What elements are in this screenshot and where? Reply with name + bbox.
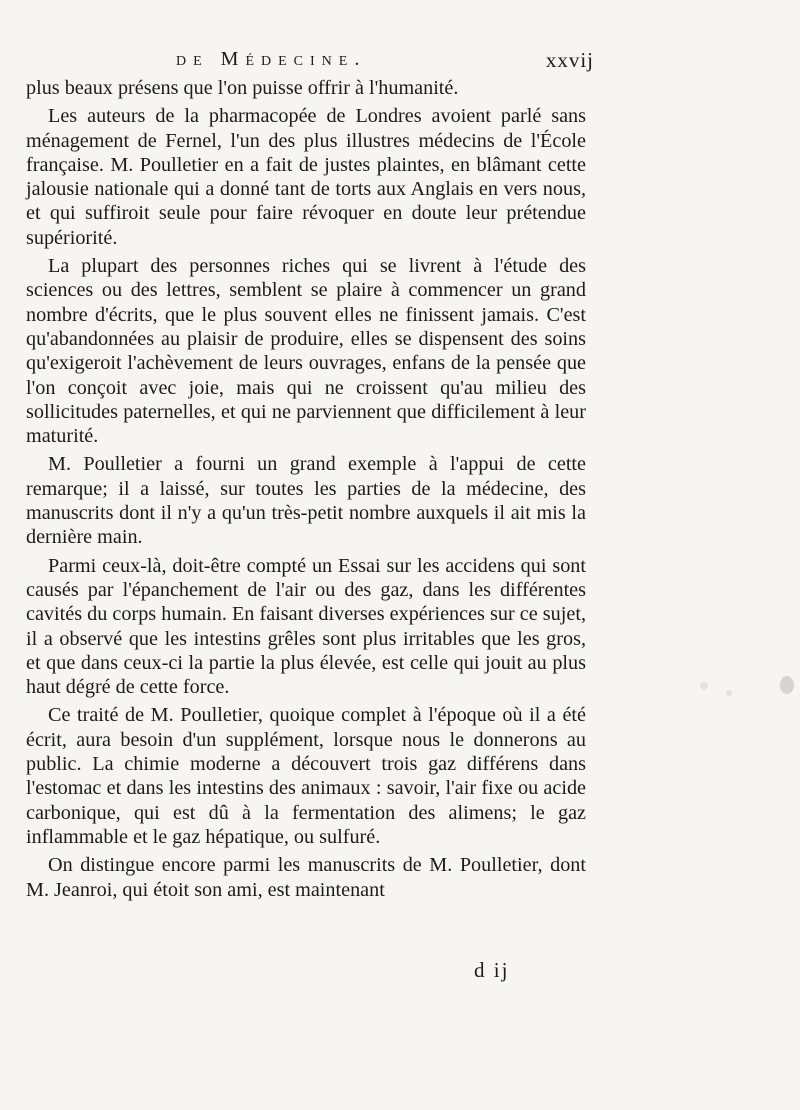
- page-number: xxvij: [545, 48, 594, 72]
- paragraph-fernel: Les auteurs de la pharmacopée de Londres avoient parlé sans ménagement de Fernel, l'un des plus illustres médecins de l'École française. M. Poulletier en a fait de justes plaintes, en blâmant cette jalousie nationale qui a donné tant de torts aux Anglais en vers nous, et qui suffiroit seule pour faire révoquer en doute leur prétendue supériorité.: [26, 105, 586, 249]
- paragraph-manuscrits: On distingue encore parmi les manuscrits de M. Poulletier, dont M. Jeanroi, qui étoit son ami, est maintenant: [26, 854, 586, 901]
- paragraph-personnes-riches: La plupart des personnes riches qui se livrent à l'étude des sciences ou des lettres, semblent se plaire à commencer un grand nombre d'écrits, que le plus souvent elles ne finissent jamais. C'est qu'abandonnées au plaisir de produire, elles se dispensent des soins qu'exigeroit l'achèvement de leurs ouvrages, enfans de la pensée que l'on conçoit avec joie, mais qui ne croissent qu'au milieu des sollicitudes paternelles, et qui ne parviennent que difficilement à leur maturité.: [26, 255, 586, 448]
- paragraph-continuation: plus beaux présens que l'on puisse offrir à l'humanité.: [26, 77, 459, 99]
- ink-smudge: [726, 690, 732, 696]
- body-text: [26, 76, 586, 906]
- paragraph-essai: Parmi ceux-là, doit-être compté un Essai sur les accidens qui sont causés par l'épanchement de l'air ou des gaz, dans les différentes cavités du corps humain. En faisant diverses expériences sur ce sujet, il a observé que les intestins grêles sont plus irritables que les gros, et que dans ceux-ci la partie la plus élevée, est celle qui jouit au plus haut dégré de cette force.: [26, 554, 586, 699]
- ink-smudge: [700, 682, 708, 690]
- signature-mark: d ij: [474, 958, 510, 982]
- paragraph-exemple: M. Poulletier a fourni un grand exemple à l'appui de cette remarque; il a laissé, sur toutes les parties de la médecine, des manuscrits dont il n'y a qu'un très-petit nombre auxquels il ait mis la dernière main.: [26, 453, 586, 549]
- running-head: de Médecine.: [176, 48, 367, 70]
- ink-smudge: [780, 676, 794, 694]
- page-header: [26, 48, 594, 78]
- paragraph-traite: Ce traité de M. Poulletier, quoique complet à l'époque où il a été écrit, aura besoin d'un supplément, lorsque nous le donnerons au public. La chimie moderne a découvert trois gaz différens dans l'estomac et dans les intestins des animaux : savoir, l'air fixe ou acide carbonique, qui est dû à la fermentation des alimens; le gaz inflammable et le gaz hépatique, ou sulfuré.: [26, 704, 586, 848]
